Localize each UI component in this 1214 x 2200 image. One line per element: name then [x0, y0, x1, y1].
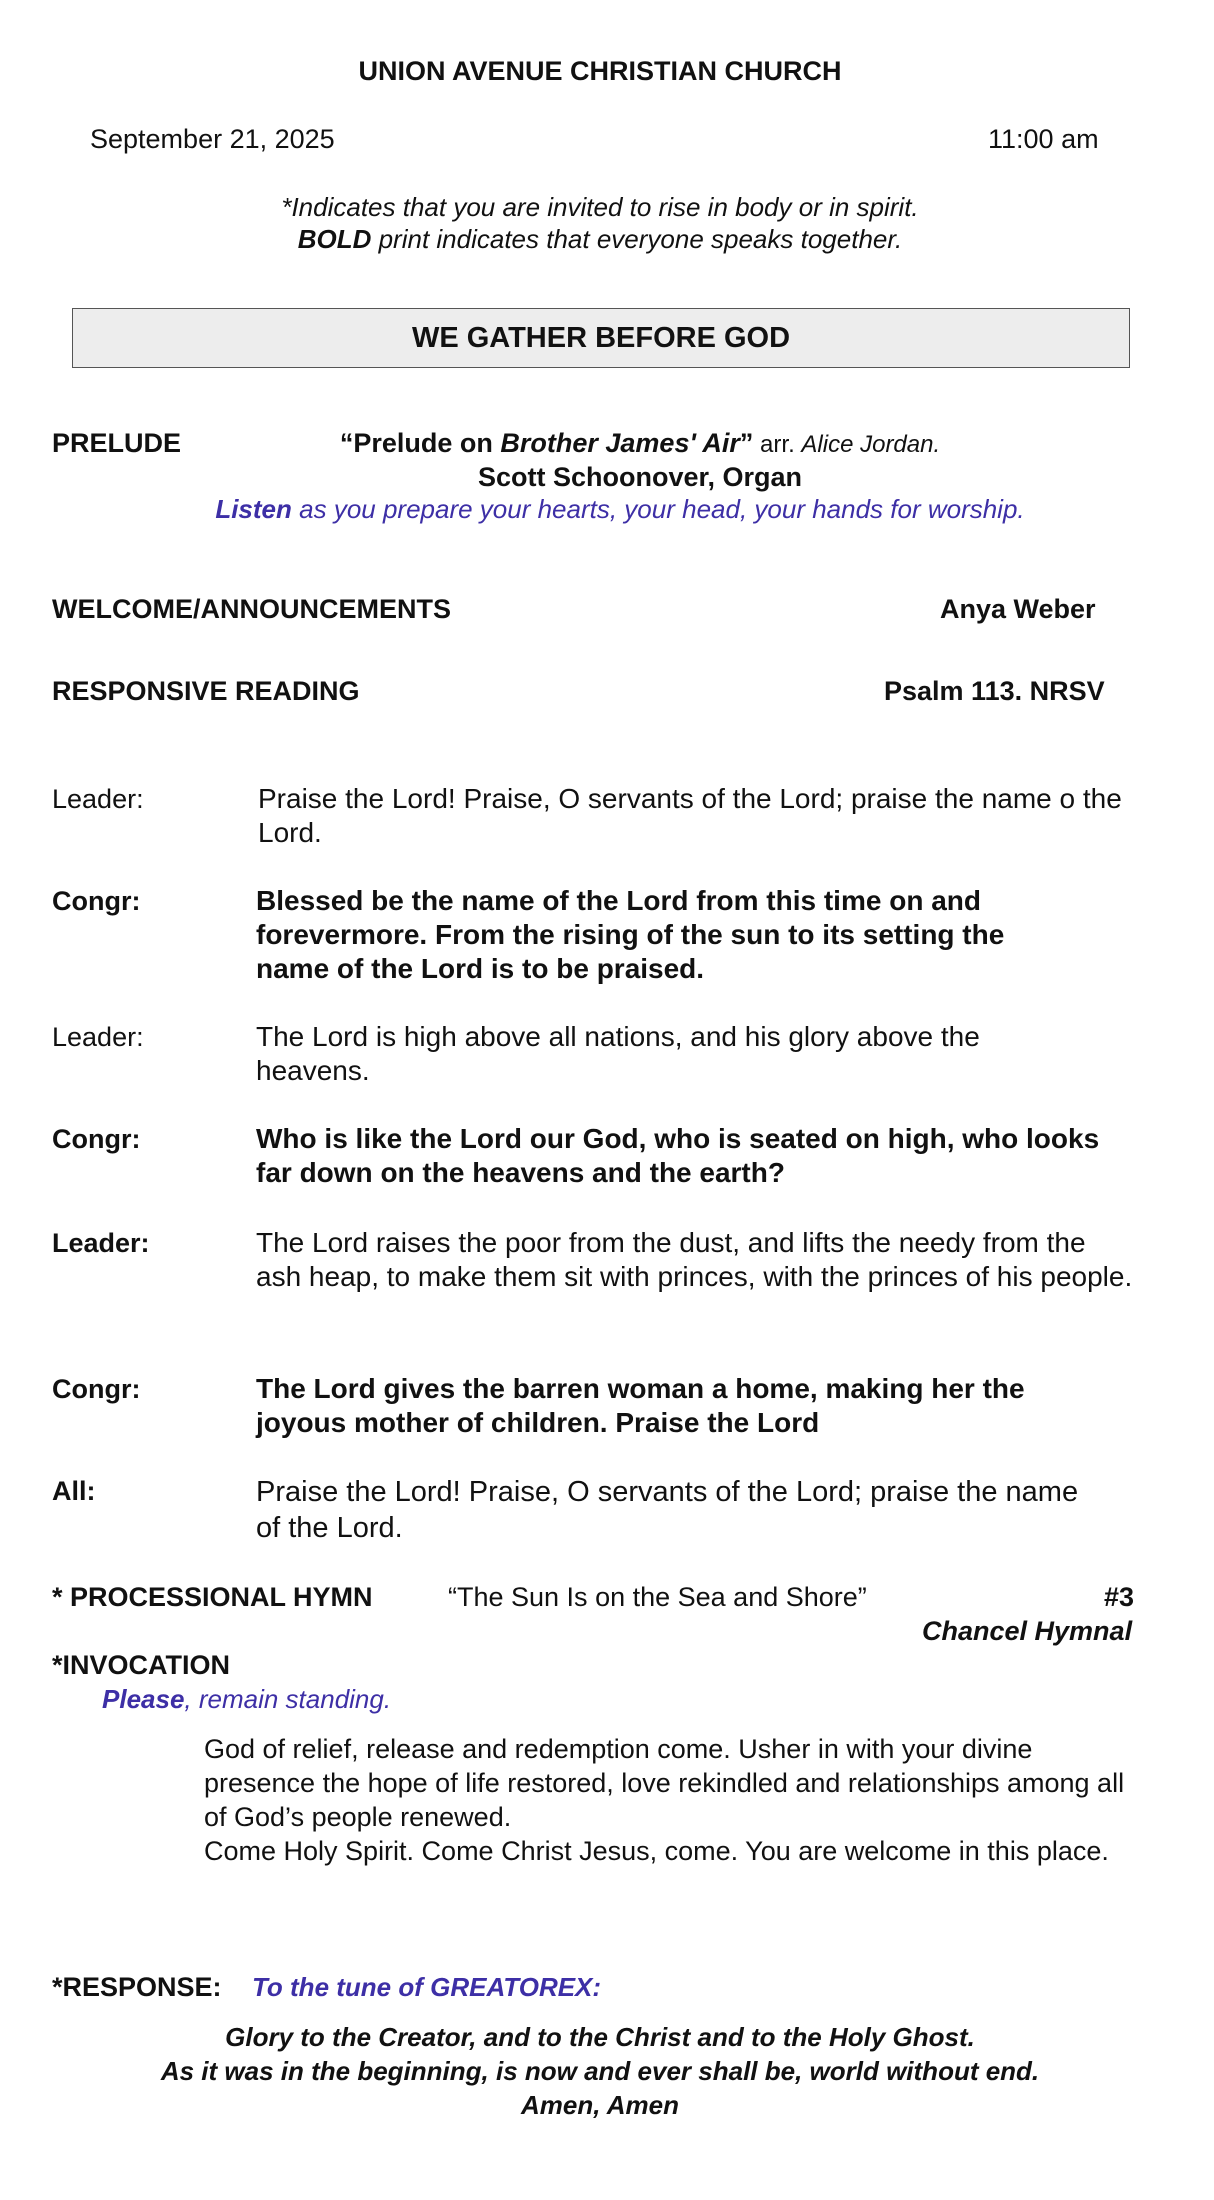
- prelude-label: PRELUDE: [52, 428, 182, 458]
- processional-label: [52, 1582, 373, 1613]
- bold-note: [0, 224, 1200, 255]
- invocation-label: *INVOCATION: [52, 1650, 231, 1680]
- processional-number: #3: [1104, 1582, 1135, 1612]
- prelude-title-line: [260, 428, 1020, 459]
- prelude-arranger: Alice Jordan.: [801, 431, 941, 458]
- prelude-quote-open: “Prelude on: [339, 428, 501, 458]
- bold-note-keyword: BOLD: [297, 224, 372, 254]
- welcome-leader: Anya Weber: [940, 594, 1096, 624]
- invocation-instruction-text: , remain standing.: [184, 1684, 392, 1714]
- reading-speaker: Congr:: [52, 1374, 141, 1404]
- response-line: As it was in the beginning, is now and ever shall be, world without end.: [160, 2056, 1040, 2086]
- invocation-prayer: [204, 1732, 1134, 1868]
- response-tune: To the tune of GREATOREX:: [252, 1972, 602, 2002]
- response-label: *RESPONSE:: [52, 1972, 222, 2002]
- reading-label: RESPONSIVE READING: [52, 676, 360, 706]
- processional-title: “The Sun Is on the Sea and Shore”: [448, 1582, 867, 1612]
- reading-line: The Lord is high above all nations, and his glory above the heavens.: [256, 1021, 980, 1086]
- prelude-arr: arr.: [753, 431, 802, 458]
- reading-line: The Lord gives the barren woman a home, making her the joyous mother of children. Praise the Lord: [256, 1373, 1025, 1438]
- processional-hymnal: Chancel Hymnal: [922, 1616, 1133, 1646]
- section-banner-title: WE GATHER BEFORE GOD: [411, 321, 791, 354]
- prelude-instruction-text: as you prepare your hearts, your head, your hands for worship.: [291, 494, 1025, 524]
- reading-speaker: Leader:: [52, 1228, 150, 1258]
- service-date: September 21, 2025: [90, 124, 335, 154]
- reading-line: The Lord raises the poor from the dust, and lifts the needy from the ash heap, to make them sit with princes, with the princes of his people.: [256, 1227, 1133, 1292]
- rise-note: *Indicates that you are invited to rise in body or in spirit.: [281, 192, 919, 222]
- bold-note-text: print indicates that everyone speaks together.: [371, 224, 903, 254]
- response-line: Glory to the Creator, and to the Christ and to the Holy Ghost.: [225, 2022, 975, 2052]
- reading-speaker: Congr:: [52, 1124, 141, 1154]
- church-name: UNION AVENUE CHRISTIAN CHURCH: [358, 56, 842, 86]
- invocation-prayer-part-2: Come Holy Spirit. Come Christ Jesus, come. You are welcome in this place.: [204, 1836, 1109, 1866]
- reading-source: Psalm 113. NRSV: [884, 676, 1105, 706]
- prelude-instruction-lead: Listen: [215, 494, 292, 524]
- reading-speaker: Congr:: [52, 886, 141, 916]
- prelude-instruction: [40, 494, 1200, 525]
- welcome-label: WELCOME/ANNOUNCEMENTS: [52, 594, 451, 624]
- reading-speaker: Leader:: [52, 784, 144, 814]
- reading-speaker: Leader:: [52, 1022, 144, 1052]
- service-time: 11:00 am: [988, 124, 1099, 154]
- invocation-instruction-lead: Please: [102, 1684, 185, 1714]
- reading-line: Blessed be the name of the Lord from this time on and forevermore. From the rising of the sun to its setting the name of the Lord is to be praised.: [256, 885, 1005, 984]
- response-line: Amen, Amen: [521, 2090, 679, 2120]
- invocation-instruction: [102, 1684, 391, 1715]
- section-banner: [72, 308, 1130, 368]
- reading-line: Who is like the Lord our God, who is seated on high, who looks far down on the heavens and the earth?: [256, 1123, 1100, 1188]
- reading-speaker: All:: [52, 1476, 96, 1506]
- invocation-prayer-part-1: God of relief, release and redemption come. Usher in with your divine presence the hope of life restored, love rekindled and relationships among all of God’s people renewed.: [204, 1734, 1125, 1832]
- reading-line: Praise the Lord! Praise, O servants of the Lord; praise the name o the Lord.: [258, 783, 1122, 848]
- reading-line: Praise the Lord! Praise, O servants of the Lord; praise the name of the Lord.: [256, 1476, 1079, 1544]
- processional-label-text: * PROCESSIONAL HYMN: [52, 1582, 373, 1612]
- prelude-piece-title: Brother James' Air: [500, 428, 740, 458]
- prelude-performer: Scott Schoonover, Organ: [477, 462, 803, 492]
- prelude-quote-close: ”: [739, 428, 754, 458]
